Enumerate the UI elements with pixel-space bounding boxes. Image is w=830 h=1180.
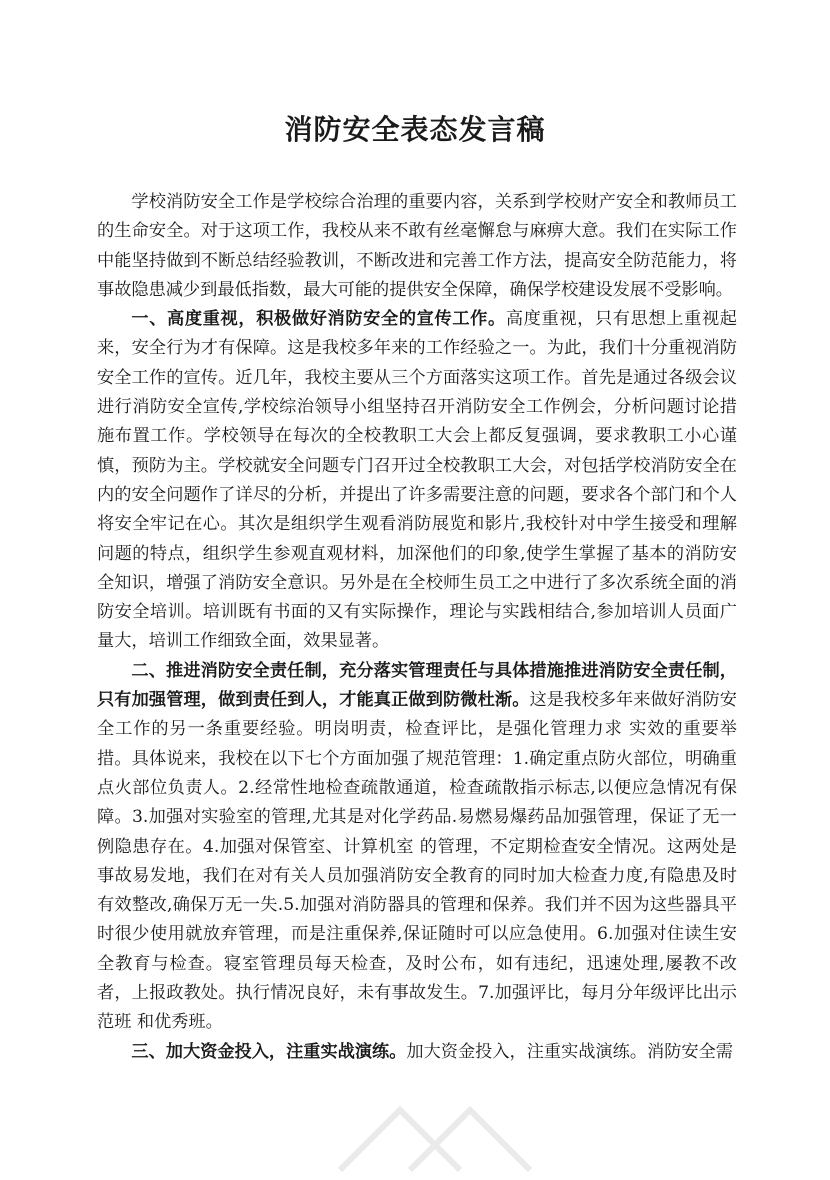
paragraph-text: 这是我校多年来做好消防安全工作的另一条重要经验。明岗明责，检查评比，是强化管理力求 实效的重要举措。具体说来，我校在以下七个方面加强了规范管理：1.确定重点防火部位，明确重点火部位负责人。2.经常性地检查疏散通道，检查疏散指示标志,以便应急情况有保障。3.加强对实验室的管理,尤其是对化学药品.易燃易爆药品加强管理，保证了无一例隐患存在。4.加强对保管室、计算机室 的管理，不定期检查安全情况。这两处是事故易发地，我们在对有关人员加强消防安全教育的同时加大检查力度,有隐患及时有效整改,确保万无一失.5.加强对消防器具的管理和保养。我们并不因为这些器具平时很少使用就放弃管理，而是注重保养,保证随时可以应急使用。6.加强对住读生安全教育与检查。寝室管理员每天检查，及时公布，如有违纪，迅速处理,屡教不改者，上报政教处。执行情况良好，未有事故发生。7.加强评比，每月分年级评比出示范班 和优秀班。 (97, 690, 737, 1033)
document-title: 消防安全表态发言稿 (284, 113, 546, 146)
section-heading: 三、加大资金投入，注重实战演练。 (131, 1041, 407, 1062)
paragraph-text: 学校消防安全工作是学校综合治理的重要内容，关系到学校财产安全和教师员工的生命安全。对于这项工作，我校从来不敢有丝毫懈怠与麻痹大意。我们在实际工作中能坚持做到不断总结经验教训，不断改进和完善工作方法，提高安全防范能力，将事故隐患减少到最低指数，最大可能的提供安全保障，确保学校建设发展不受影响。 (97, 192, 737, 300)
section-heading: 一、高度重视，积极做好消防安全的宣传工作。 (131, 309, 506, 330)
document-body (97, 188, 737, 1067)
paragraph-section-2 (97, 657, 737, 1038)
paragraph-intro (97, 188, 737, 305)
paragraph-section-3 (97, 1038, 737, 1067)
paragraph-section-1 (97, 305, 737, 657)
watermark-logo-icon (320, 1090, 540, 1180)
paragraph-text: 高度重视，只有思想上重视起来，安全行为才有保障。这是我校多年来的工作经验之一。为此，我们十分重视消防安全工作的宣传。近几年，我校主要从三个方面落实这项工作。首先是通过各级会议进行消防安全宣传,学校综治领导小组坚持召开消防安全工作例会，分析问题讨论措施布置工作。学校领导在每次的全校教职工大会上都反复强调，要求教职工小心谨慎，预防为主。学校就安全问题专门召开过全校教职工大会，对包括学校消防安全在内的安全问题作了详尽的分析，并提出了许多需要注意的问题，要求各个部门和个人将安全牢记在心。其次是组织学生观看消防展览和影片,我校针对中学生接受和理解问题的特点，组织学生参观直观材料，加深他们的印象,使学生掌握了基本的消防安全知识，增强了消防安全意识。另外是在全校师生员工之中进行了多次系统全面的消防安全培训。培训既有书面的又有实际操作，理论与实践相结合,参加培训人员面广量大，培训工作细致全面，效果显著。 (97, 309, 737, 652)
section-heading: 二、推进消防安全责任制，充分落实管理责任与具体措施推进消防安全责任制，只有加强管理，做到责任到人，才能真正做到防微杜渐。 (97, 660, 737, 711)
paragraph-text: 加大资金投入，注重实战演练。消防安全需 (406, 1041, 733, 1062)
